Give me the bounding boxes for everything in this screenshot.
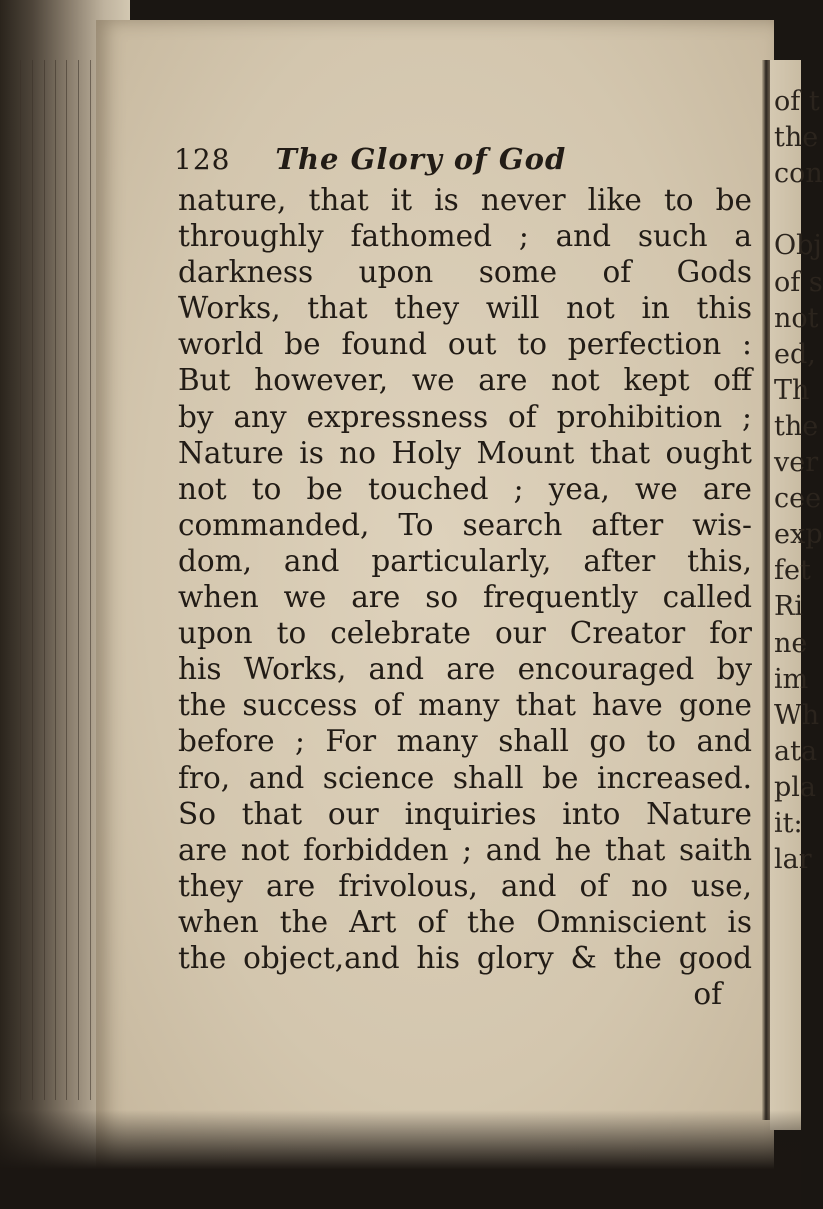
facing-page-fragment: fet <box>774 555 811 587</box>
text-line: Works, that they will not in this <box>178 291 752 326</box>
text-line: Nature is no Holy Mount that ought <box>178 435 752 470</box>
text-line: his Works, and are encouraged by <box>178 652 752 687</box>
text-line: by any expressness of prohibition ; <box>178 399 752 434</box>
facing-page-fragment: Wh <box>774 699 820 731</box>
text-line: world be found out to perfection : <box>178 327 752 362</box>
facing-page-fragment: the <box>774 410 819 442</box>
text-line: before ; For many shall go to and <box>178 724 752 759</box>
text-line: upon to celebrate our Creator for <box>178 616 752 651</box>
text-line: commanded, To search after wis- <box>178 507 752 542</box>
facing-page-fragment: con <box>774 158 823 190</box>
facing-page-fragment: the <box>774 122 819 154</box>
facing-page-fragment: cee <box>774 483 822 515</box>
facing-page <box>770 60 823 1130</box>
book-gutter <box>762 60 770 1120</box>
facing-page-fragment: Th <box>774 374 810 406</box>
facing-page-fragment: pla <box>774 771 817 803</box>
text-line: when the Art of the Omniscient is <box>178 904 752 939</box>
text-line: not to be touched ; yea, we are <box>178 471 752 506</box>
text-line: nature, that it is never like to be <box>178 183 752 217</box>
text-line: they are frivolous, and of no use, <box>178 868 752 903</box>
facing-page-fragment: ver <box>774 447 819 478</box>
facing-page-fragment: it: <box>774 808 803 839</box>
catchword: of <box>693 977 722 1012</box>
text-line: dom, and particularly, after this, <box>178 543 752 578</box>
facing-page-fragment: of t <box>774 86 820 117</box>
facing-page-fragment: exp <box>774 519 823 551</box>
text-line: the object,and his glory & the good <box>178 940 752 975</box>
text-line: the success of many that have gone <box>178 688 752 723</box>
text-line: when we are so frequently called <box>178 580 752 615</box>
running-title: The Glory of God <box>275 142 567 176</box>
body-text <box>178 182 752 976</box>
text-line: So that our inquiries into Nature <box>178 796 752 831</box>
text-line: are not forbidden ; and he that saith <box>178 832 752 867</box>
facing-page-fragment: ne <box>774 627 808 659</box>
table-shadow <box>0 1110 801 1209</box>
facing-page-fragment: lar <box>774 844 812 876</box>
page-number: 128 <box>174 143 231 176</box>
facing-page-fragment: Ri <box>774 591 803 623</box>
facing-page-fragment: im <box>774 663 809 695</box>
facing-page-fragment: not <box>774 302 819 334</box>
text-line: darkness upon some of Gods <box>178 255 752 290</box>
facing-page-fragment: ed, <box>774 338 816 370</box>
running-header <box>174 142 752 178</box>
text-line: But however, we are not kept off <box>178 363 752 398</box>
page-text <box>174 142 752 1012</box>
facing-page-fragment: ata <box>774 735 818 767</box>
facing-page-fragment: of s <box>774 266 823 298</box>
facing-page-fragment: Obj <box>774 230 822 262</box>
text-line: throughly fathomed ; and such a <box>178 219 752 254</box>
text-line: fro, and science shall be increased. <box>178 760 752 795</box>
